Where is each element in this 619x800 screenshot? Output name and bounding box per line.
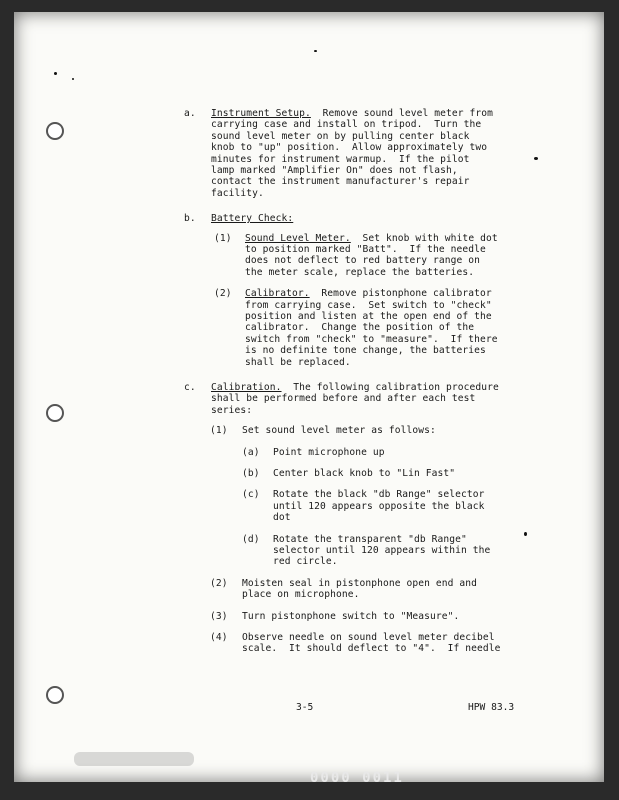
section-c-subitem-text: dot [273, 512, 291, 524]
section-b-heading-line [211, 213, 293, 224]
section-c-subitem-text: selector until 120 appears within the [273, 545, 491, 556]
section-b-item-marker [214, 288, 232, 299]
section-c-subitem-marker-text: (a) [242, 446, 260, 458]
section-b-item-line [245, 233, 498, 244]
section-c-marker-text: c. [184, 382, 196, 393]
section-a-text: carrying case and install on tripod. Turn the [211, 119, 482, 131]
section-b-item-line [245, 288, 492, 299]
section-c-item-text: scale. It should deflect to "4". If needle [242, 643, 501, 655]
section-c-line [211, 393, 475, 404]
section-c-item-line [242, 643, 501, 654]
section-a-line [211, 165, 458, 176]
section-a-text: minutes for instrument warmup. If the pilot [211, 153, 470, 165]
section-c-item-text: place on microphone. [242, 589, 360, 601]
section-c-item-marker-text: (2) [210, 577, 228, 589]
section-c-item-marker-text: (3) [210, 610, 228, 622]
section-c-line [211, 382, 499, 393]
section-c-subitem-marker [242, 447, 260, 458]
section-c-item-marker [210, 578, 228, 589]
section-a-line [211, 142, 487, 153]
section-a-line [211, 176, 470, 187]
section-c-text: series: [211, 404, 253, 416]
section-b-item-text: Set knob with white dot [362, 232, 498, 244]
section-c-subitem-line [273, 512, 291, 523]
section-b-item-line [245, 267, 474, 278]
section-c-subitem-text: Rotate the transparent "db Range" [273, 533, 467, 545]
section-b-item-line [245, 311, 492, 322]
section-c-subitem-line [273, 468, 455, 479]
section-b-item-text: does not deflect to red battery range on [245, 255, 481, 267]
section-c-subitem-marker [242, 534, 260, 545]
section-c-subitem-marker [242, 489, 260, 500]
section-a-text: contact the instrument manufacturer's repair [211, 176, 470, 188]
section-c-subitem-line [273, 447, 385, 458]
section-c-subitem-marker [242, 468, 260, 479]
section-c-text: shall be performed before and after each test [211, 393, 476, 405]
section-c-subitem-line [273, 501, 485, 512]
section-c-item-text: Turn pistonphone switch to "Measure". [242, 610, 460, 622]
section-c-item-line [242, 578, 477, 589]
section-b-marker [184, 213, 196, 224]
section-c-item-marker [210, 425, 228, 436]
section-c-subitem-text: Center black knob to "Lin Fast" [273, 468, 456, 479]
section-b-item-line [245, 345, 486, 356]
section-c-item-marker-text: (4) [210, 632, 228, 643]
section-c-text: The following calibration procedure [293, 382, 499, 393]
section-b-item-text: calibrator. Change the position of the [245, 322, 475, 334]
section-c-subitem-marker-text: (c) [242, 489, 260, 501]
section-c-subitem-marker-text: (d) [242, 533, 260, 545]
section-c-gap [282, 382, 294, 393]
scan-stamp: 0000 0011 [310, 770, 404, 786]
section-c-subitem-line [273, 489, 485, 500]
section-a-marker-text: a. [184, 108, 196, 119]
section-c-item-text: Moisten seal in pistonphone open end and [242, 577, 478, 589]
document-id: HPW 83.3 [468, 702, 515, 713]
section-c-item-line [242, 611, 459, 622]
section-a-text: facility. [211, 187, 264, 199]
section-c-item-line [242, 589, 360, 600]
section-a-text: lamp marked "Amplifier On" does not flash, [211, 165, 458, 176]
section-c-item-line [242, 632, 495, 643]
section-b-item-text: to position marked "Batt". If the needle [245, 244, 486, 255]
section-b-item-line [245, 357, 351, 368]
section-b-item-text: shall be replaced. [245, 356, 351, 368]
section-b-item-line [245, 322, 474, 333]
section-b-item-heading: Sound Level Meter. [245, 232, 351, 244]
section-c-line [211, 405, 252, 416]
section-b-item-gap [351, 233, 363, 244]
section-b-marker-text: b. [184, 213, 196, 225]
section-a-line [211, 119, 481, 130]
section-a-line [211, 188, 264, 199]
section-c-heading: Calibration. [211, 382, 282, 393]
section-b-item-text: Remove pistonphone calibrator [321, 288, 492, 300]
section-b-item-heading: Calibrator. [245, 288, 310, 300]
section-b-item-line [245, 300, 492, 311]
section-b-heading: Battery Check: [211, 213, 294, 225]
section-b-item-text: the meter scale, replace the batteries. [245, 266, 475, 278]
section-c-subitem-marker-text: (b) [242, 468, 260, 479]
section-b-item-text: from carrying case. Set switch to "check" [245, 299, 492, 311]
section-b-item-marker [214, 233, 232, 244]
section-a-line [211, 154, 470, 165]
section-c-subitem-text: red circle. [273, 556, 338, 568]
section-b-item-line [245, 244, 486, 255]
section-b-item-marker-text: (1) [214, 232, 232, 244]
section-a-marker [184, 108, 196, 119]
section-c-subitem-line [273, 556, 338, 567]
document-page [14, 12, 604, 782]
section-c-item-marker [210, 632, 228, 643]
section-c-subitem-text: Point microphone up [273, 446, 385, 458]
section-a-heading: Instrument Setup. [211, 108, 311, 119]
section-c-subitem-text: until 120 appears opposite the black [273, 500, 485, 512]
section-a-text: Remove sound level meter from [322, 108, 494, 119]
section-a-line [211, 108, 493, 119]
section-b-item-text: switch from "check" to "measure". If there [245, 333, 498, 345]
document-body [14, 12, 604, 782]
section-a-line [211, 131, 470, 142]
section-b-item-line [245, 255, 480, 266]
section-b-item-gap [310, 288, 322, 299]
page-number: 3-5 [296, 702, 314, 713]
section-c-item-text: Observe needle on sound level meter decibel [242, 632, 495, 643]
section-c-item-text: Set sound level meter as follows: [242, 425, 436, 437]
section-c-marker [184, 382, 196, 393]
section-c-subitem-line [273, 534, 467, 545]
section-b-item-line [245, 334, 498, 345]
section-a-text: sound level meter on by pulling center black [211, 130, 470, 142]
section-a-text: knob to "up" position. Allow approximately two [211, 142, 488, 154]
section-b-item-marker-text: (2) [214, 288, 232, 300]
section-c-item-marker [210, 611, 228, 622]
section-b-item-text: is no definite tone change, the batteries [245, 345, 486, 357]
section-c-item-marker-text: (1) [210, 425, 228, 437]
section-c-subitem-line [273, 545, 490, 556]
section-c-subitem-text: Rotate the black "db Range" selector [273, 489, 485, 501]
section-c-item-line [242, 425, 436, 436]
section-a-gap [311, 108, 323, 119]
section-b-item-text: position and listen at the open end of the [245, 311, 492, 322]
